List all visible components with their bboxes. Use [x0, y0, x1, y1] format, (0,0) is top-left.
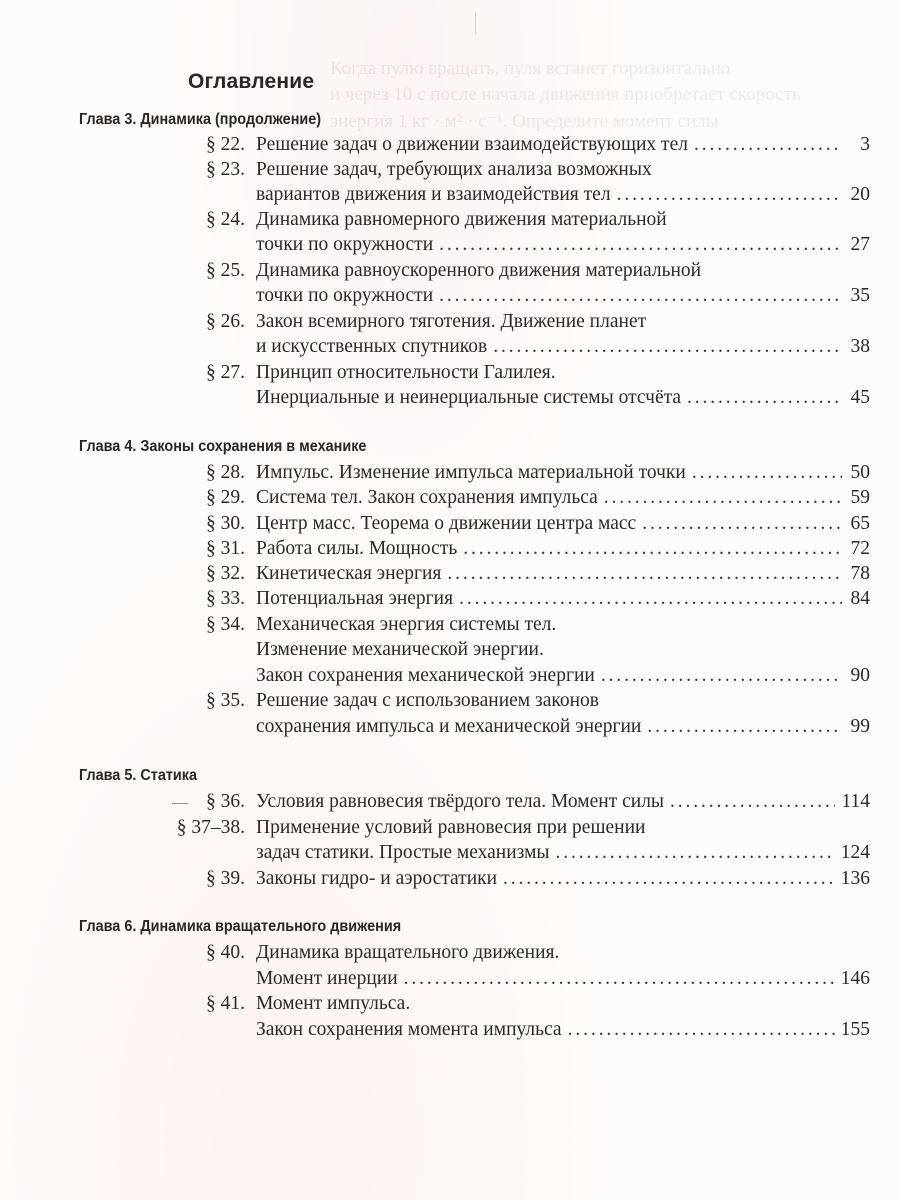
toc-entry-continuation[interactable] [0, 639, 900, 664]
toc-entry-continuation[interactable] [0, 184, 900, 209]
page-number: 45 [850, 387, 870, 408]
toc-entry[interactable] [0, 588, 900, 613]
entry-title: точки по окружности [256, 285, 434, 306]
dot-leader [647, 716, 842, 738]
chapter-heading: Глава 6. Динамика вращательного движения [79, 918, 402, 935]
entry-title: задач статики. Простые механизмы [256, 842, 550, 863]
bleed-through-text: и через 10 с после начала движения приобретает скорость [330, 84, 801, 105]
dot-leader [642, 513, 842, 535]
entry-title: Изменение механической энергии. [256, 639, 544, 660]
toc-entry[interactable] [0, 563, 900, 588]
toc-entry-continuation[interactable] [0, 968, 900, 993]
toc-entry[interactable] [0, 362, 900, 387]
section-number: § 37–38. [176, 817, 245, 838]
entry-title: Момент импульса. [256, 993, 411, 1014]
bleed-through-text: энергия 1 кг · м² · с⁻¹. Определите момент силы [330, 111, 719, 132]
entry-title: Решение задач с использованием законов [256, 690, 599, 711]
page-number: 38 [850, 336, 870, 357]
dot-leader [463, 538, 842, 560]
section-number: § 29. [206, 487, 245, 508]
toc-entry[interactable] [0, 209, 900, 234]
entry-title: Закон сохранения механической энергии [256, 665, 595, 686]
bleed-through-text: Когда пулю вращать, пуля встанет горизонтально [330, 58, 731, 79]
section-number: § 35. [206, 690, 245, 711]
toc-entry[interactable] [0, 690, 900, 715]
entry-title: Применение условий равновесия при решении [256, 817, 646, 838]
dot-leader [404, 968, 835, 990]
dot-leader [687, 387, 842, 409]
toc-entry[interactable] [0, 487, 900, 512]
section-number: § 41. [206, 993, 245, 1014]
chapter-heading: Глава 4. Законы сохранения в механике [79, 438, 367, 455]
entry-title: Принцип относительности Галилея. [256, 362, 556, 383]
toc-entry[interactable] [0, 538, 900, 563]
entry-title: Динамика равноускоренного движения материальной [256, 260, 702, 281]
section-number: § 40. [206, 942, 245, 963]
toc-entry[interactable] [0, 791, 900, 816]
entry-title: Решение задач о движении взаимодействующих тел [256, 134, 688, 155]
toc-entry[interactable] [0, 311, 900, 336]
page-number: 114 [841, 791, 870, 812]
entry-title: Законы гидро- и аэростатики [256, 868, 498, 889]
page-number: 146 [840, 968, 870, 989]
pencil-mark [172, 803, 188, 804]
dot-leader [617, 184, 842, 206]
dot-leader [601, 665, 842, 687]
dot-leader [439, 285, 842, 307]
toc-entry[interactable] [0, 159, 900, 184]
entry-title: Условия равновесия твёрдого тела. Момент силы [256, 791, 665, 812]
dot-leader [694, 134, 842, 156]
toc-entry[interactable] [0, 513, 900, 538]
page-number: 84 [850, 588, 870, 609]
chapter-heading: Глава 5. Статика [79, 767, 197, 784]
entry-title: точки по окружности [256, 234, 434, 255]
entry-title: Кинетическая энергия [256, 563, 442, 584]
page-number: 50 [850, 462, 870, 483]
toc-entry-continuation[interactable] [0, 336, 900, 361]
page-number: 20 [850, 184, 870, 205]
entry-title: Динамика равномерного движения материальной [256, 209, 667, 230]
page-number: 27 [850, 234, 870, 255]
toc-entry[interactable] [0, 942, 900, 967]
toc-entry-continuation[interactable] [0, 285, 900, 310]
entry-title: Работа силы. Мощность [256, 538, 458, 559]
toc-entry[interactable] [0, 260, 900, 285]
entry-title: Динамика вращательного движения. [256, 942, 560, 963]
entry-title: Закон всемирного тяготения. Движение планет [256, 311, 647, 332]
entry-title: вариантов движения и взаимодействия тел [256, 184, 611, 205]
toc-entry[interactable] [0, 817, 900, 842]
chapter-heading: Глава 3. Динамика (продолжение) [79, 111, 322, 128]
entry-title: Потенциальная энергия [256, 588, 454, 609]
page-number: 90 [850, 665, 870, 686]
dot-leader [459, 588, 842, 610]
toc-entry-continuation[interactable] [0, 1019, 900, 1044]
section-number: § 23. [206, 159, 245, 180]
section-number: § 31. [206, 538, 245, 559]
section-number: § 22. [206, 134, 245, 155]
page-number: 99 [850, 716, 870, 737]
section-number: § 36. [206, 791, 245, 812]
toc-entry-continuation[interactable] [0, 842, 900, 867]
toc-entry[interactable] [0, 462, 900, 487]
page-number: 35 [850, 285, 870, 306]
section-number: § 27. [206, 362, 245, 383]
section-number: § 39. [206, 868, 245, 889]
section-number: § 25. [206, 260, 245, 281]
page-number: 136 [840, 868, 870, 889]
dot-leader [447, 563, 842, 585]
page-number: 59 [850, 487, 870, 508]
entry-title: Момент инерции [256, 968, 398, 989]
dot-leader [604, 487, 842, 509]
entry-title: Центр масс. Теорема о движении центра масс [256, 513, 637, 534]
toc-entry-continuation[interactable] [0, 716, 900, 741]
page-number: 65 [850, 513, 870, 534]
toc-entry-continuation[interactable] [0, 387, 900, 412]
dot-leader [670, 791, 835, 813]
page-number: 78 [850, 563, 870, 584]
section-number: § 32. [206, 563, 245, 584]
page-number: 72 [850, 538, 870, 559]
entry-title: Система тел. Закон сохранения импульса [256, 487, 598, 508]
section-number: § 33. [206, 588, 245, 609]
page-number: 155 [840, 1019, 870, 1040]
toc-entry-continuation[interactable] [0, 665, 900, 690]
section-number: § 28. [206, 462, 245, 483]
toc-entry[interactable] [0, 134, 900, 159]
page-title: Оглавление [188, 70, 315, 94]
dot-leader [439, 234, 842, 256]
entry-title: Решение задач, требующих анализа возможных [256, 159, 652, 180]
section-number: § 34. [206, 614, 245, 635]
entry-title: Механическая энергия системы тел. [256, 614, 557, 635]
page-number: 3 [860, 134, 870, 155]
section-number: § 30. [206, 513, 245, 534]
entry-title: Импульс. Изменение импульса материальной точки [256, 462, 686, 483]
toc-entry[interactable] [0, 993, 900, 1018]
entry-title: Закон сохранения момента импульса [256, 1019, 562, 1040]
dot-leader [556, 842, 835, 864]
dot-leader [568, 1019, 835, 1041]
section-number: § 24. [206, 209, 245, 230]
dot-leader [493, 336, 842, 358]
entry-title: сохранения импульса и механической энергии [256, 716, 642, 737]
toc-entry[interactable] [0, 614, 900, 639]
toc-entry-continuation[interactable] [0, 234, 900, 259]
page-gutter-mark [475, 12, 476, 34]
dot-leader [503, 868, 835, 890]
entry-title: и искусственных спутников [256, 336, 488, 357]
page-number: 124 [840, 842, 870, 863]
section-number: § 26. [206, 311, 245, 332]
dot-leader [692, 462, 842, 484]
entry-title: Инерциальные и неинерциальные системы отсчёта [256, 387, 682, 408]
toc-entry[interactable] [0, 868, 900, 893]
